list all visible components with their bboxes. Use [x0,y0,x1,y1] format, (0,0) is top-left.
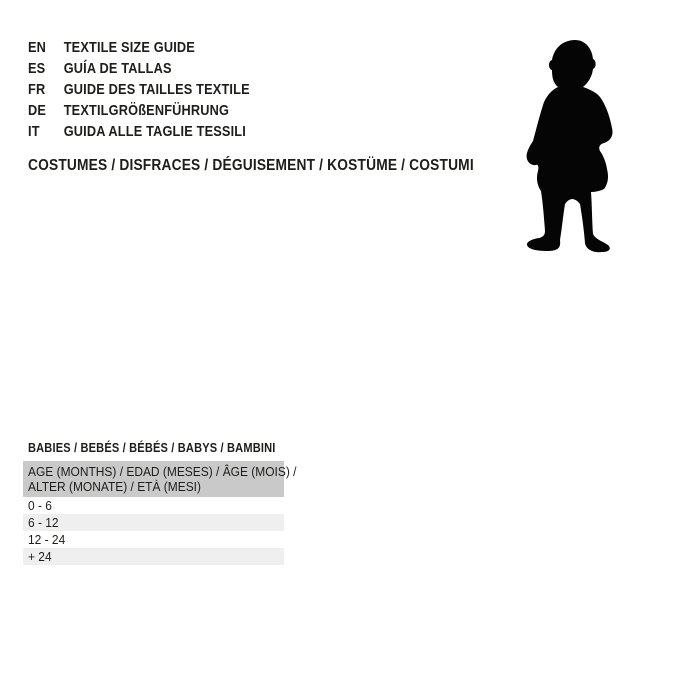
language-label: GUIDA ALLE TAGLIE TESSILI [63,123,246,140]
language-label: TEXTILE SIZE GUIDE [63,39,195,56]
age-value: + 24 [28,549,52,564]
language-label: GUIDE DES TAILLES TEXTILE [63,81,250,98]
category-title: COSTUMES / DISFRACES / DÉGUISEMENT / KOSTÜME / COSTUMI [28,157,474,174]
baby-silhouette-icon [522,38,618,254]
age-table-header-line2: ALTER (MONATE) / ETÀ (MESI) [28,479,201,494]
language-row-en [28,37,250,58]
table-row [23,514,284,531]
age-value: 6 - 12 [28,515,59,530]
language-label: GUÍA DE TALLAS [63,60,172,77]
language-code: DE [28,102,47,119]
language-row-it [28,121,250,142]
age-table [23,461,297,565]
age-value: 0 - 6 [28,498,52,513]
table-row [23,531,284,548]
language-list [28,37,250,142]
language-code: ES [28,60,46,77]
language-code: FR [28,81,46,98]
language-row-fr [28,79,250,100]
table-row [23,548,284,565]
age-table-header [23,461,297,497]
age-table-header-line1: AGE (MONTHS) / EDAD (MESES) / ÂGE (MOIS) / [28,464,297,479]
language-code: EN [28,39,47,56]
language-row-es [28,58,250,79]
age-value: 12 - 24 [28,532,66,547]
babies-section-title: BABIES / BEBÉS / BÉBÉS / BABYS / BAMBINI [28,440,276,455]
language-row-de [28,100,250,121]
table-row [23,497,284,514]
language-label: TEXTILGRÖßENFÜHRUNG [63,102,230,119]
language-code: IT [28,123,40,140]
